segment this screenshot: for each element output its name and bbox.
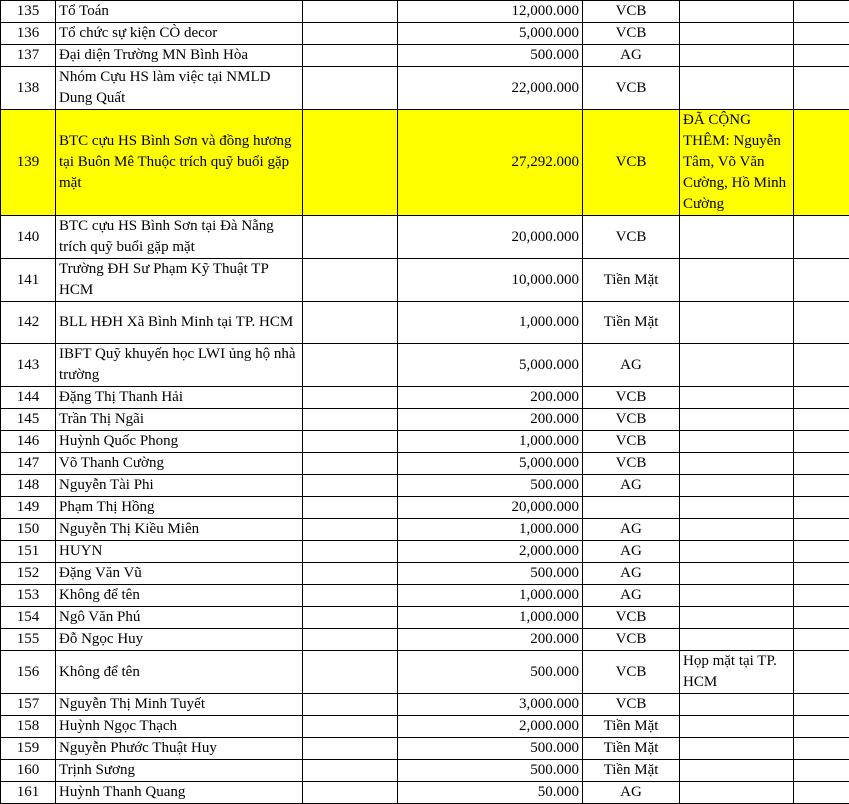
extra-cell [794,738,849,760]
empty-cell [303,541,398,563]
payment-method-cell: Tiền Mặt [583,738,680,760]
amount-cell: 50.000 [398,782,583,804]
amount-cell: 22,000.000 [398,67,583,110]
empty-cell [303,259,398,302]
payment-method-cell: AG [583,563,680,585]
donor-name-cell: Trường ĐH Sư Phạm Kỹ Thuật TP HCM [56,259,303,302]
row-number-cell: 142 [1,302,56,344]
row-number-cell: 149 [1,497,56,519]
row-number-cell: 148 [1,475,56,497]
table-row [1,302,849,344]
extra-cell [794,629,849,651]
empty-cell [303,629,398,651]
empty-cell [303,302,398,344]
empty-cell [303,716,398,738]
note-cell [680,519,794,541]
row-number-cell: 140 [1,216,56,259]
note-cell [680,694,794,716]
payment-method-cell: VCB [583,453,680,475]
amount-cell: 500.000 [398,651,583,694]
note-cell [680,1,794,23]
note-cell [680,302,794,344]
note-cell [680,629,794,651]
amount-cell: 12,000.000 [398,1,583,23]
amount-cell: 500.000 [398,738,583,760]
extra-cell [794,110,849,216]
table-row [1,453,849,475]
row-number-cell: 139 [1,110,56,216]
donor-name-cell: Nguyễn Tài Phi [56,475,303,497]
extra-cell [794,607,849,629]
note-cell: Họp mặt tại TP. HCM [680,651,794,694]
donor-name-cell: Tổ chức sự kiện CÒ decor [56,23,303,45]
note-cell [680,541,794,563]
extra-cell [794,1,849,23]
payment-method-cell: AG [583,45,680,67]
amount-cell: 500.000 [398,563,583,585]
empty-cell [303,760,398,782]
extra-cell [794,541,849,563]
row-number-cell: 136 [1,23,56,45]
table-row [1,1,849,23]
amount-cell: 1,000.000 [398,519,583,541]
extra-cell [794,651,849,694]
table-row [1,67,849,110]
note-cell [680,409,794,431]
payment-method-cell: AG [583,585,680,607]
donor-name-cell: Nguyễn Phước Thuật Huy [56,738,303,760]
row-number-cell: 158 [1,716,56,738]
note-cell [680,259,794,302]
payment-method-cell: VCB [583,387,680,409]
empty-cell [303,67,398,110]
empty-cell [303,475,398,497]
table-row [1,344,849,387]
donor-name-cell: Ngô Văn Phú [56,607,303,629]
note-cell [680,23,794,45]
amount-cell: 5,000.000 [398,453,583,475]
payment-method-cell: VCB [583,1,680,23]
empty-cell [303,1,398,23]
amount-cell: 1,000.000 [398,431,583,453]
row-number-cell: 138 [1,67,56,110]
extra-cell [794,23,849,45]
donor-name-cell: Nhóm Cựu HS làm việc tại NMLD Dung Quất [56,67,303,110]
note-cell [680,760,794,782]
table-row [1,497,849,519]
amount-cell: 200.000 [398,629,583,651]
table-row [1,259,849,302]
row-number-cell: 150 [1,519,56,541]
extra-cell [794,585,849,607]
table-row [1,23,849,45]
empty-cell [303,694,398,716]
payment-method-cell: AG [583,541,680,563]
table-row [1,431,849,453]
row-number-cell: 135 [1,1,56,23]
empty-cell [303,607,398,629]
extra-cell [794,344,849,387]
row-number-cell: 157 [1,694,56,716]
row-number-cell: 144 [1,387,56,409]
payment-method-cell: VCB [583,23,680,45]
payment-method-cell: Tiền Mặt [583,259,680,302]
amount-cell: 200.000 [398,409,583,431]
empty-cell [303,23,398,45]
table-row [1,694,849,716]
donor-name-cell: Nguyễn Thị Minh Tuyết [56,694,303,716]
extra-cell [794,409,849,431]
extra-cell [794,259,849,302]
extra-cell [794,716,849,738]
amount-cell: 200.000 [398,387,583,409]
donor-name-cell: Phạm Thị Hồng [56,497,303,519]
empty-cell [303,497,398,519]
table-row [1,651,849,694]
row-number-cell: 155 [1,629,56,651]
amount-cell: 20,000.000 [398,497,583,519]
empty-cell [303,782,398,804]
amount-cell: 10,000.000 [398,259,583,302]
table-row [1,216,849,259]
extra-cell [794,563,849,585]
table-row [1,738,849,760]
row-number-cell: 145 [1,409,56,431]
table-row [1,563,849,585]
payment-method-cell: VCB [583,694,680,716]
extra-cell [794,387,849,409]
amount-cell: 2,000.000 [398,716,583,738]
note-cell [680,607,794,629]
donor-name-cell: BTC cựu HS Bình Sơn và đồng hương tại Buôn Mê Thuộc trích quỹ buổi gặp mặt [56,110,303,216]
row-number-cell: 156 [1,651,56,694]
payment-method-cell: AG [583,344,680,387]
row-number-cell: 141 [1,259,56,302]
donor-name-cell: Đặng Văn Vũ [56,563,303,585]
amount-cell: 2,000.000 [398,541,583,563]
note-cell [680,45,794,67]
note-cell [680,585,794,607]
table-row [1,409,849,431]
note-cell [680,563,794,585]
note-cell [680,67,794,110]
donor-name-cell: Đỗ Ngọc Huy [56,629,303,651]
payment-method-cell: Tiền Mặt [583,302,680,344]
row-number-cell: 154 [1,607,56,629]
row-number-cell: 143 [1,344,56,387]
donor-name-cell: BTC cựu HS Bình Sơn tại Đà Nẵng trích quỹ buổi gặp mặt [56,216,303,259]
note-cell: ĐÃ CỘNG THÊM: Nguyễn Tâm, Võ Văn Cường, Hồ Minh Cường [680,110,794,216]
empty-cell [303,585,398,607]
empty-cell [303,453,398,475]
amount-cell: 27,292.000 [398,110,583,216]
table-row [1,716,849,738]
row-number-cell: 147 [1,453,56,475]
donor-name-cell: Đặng Thị Thanh Hải [56,387,303,409]
empty-cell [303,216,398,259]
note-cell [680,431,794,453]
extra-cell [794,497,849,519]
empty-cell [303,431,398,453]
table-row [1,607,849,629]
donor-name-cell: BLL HĐH Xã Bình Minh tại TP. HCM [56,302,303,344]
row-number-cell: 151 [1,541,56,563]
extra-cell [794,302,849,344]
payment-method-cell: VCB [583,607,680,629]
payment-method-cell: Tiền Mặt [583,716,680,738]
note-cell [680,738,794,760]
extra-cell [794,453,849,475]
payment-method-cell: AG [583,782,680,804]
payment-method-cell: VCB [583,409,680,431]
row-number-cell: 159 [1,738,56,760]
table-row [1,585,849,607]
note-cell [680,453,794,475]
amount-cell: 500.000 [398,475,583,497]
note-cell [680,497,794,519]
payment-method-cell: VCB [583,67,680,110]
empty-cell [303,563,398,585]
table-row [1,541,849,563]
table-row [1,475,849,497]
row-number-cell: 153 [1,585,56,607]
row-number-cell: 152 [1,563,56,585]
payment-method-cell: VCB [583,431,680,453]
donor-name-cell: Không để tên [56,651,303,694]
empty-cell [303,344,398,387]
amount-cell: 5,000.000 [398,344,583,387]
payment-method-cell: VCB [583,651,680,694]
table-row [1,519,849,541]
table-row [1,782,849,804]
amount-cell: 1,000.000 [398,607,583,629]
donor-name-cell: Trần Thị Ngãi [56,409,303,431]
table-row [1,387,849,409]
note-cell [680,387,794,409]
donor-name-cell: Đại diện Trường MN Bình Hòa [56,45,303,67]
donor-name-cell: HUYN [56,541,303,563]
row-number-cell: 137 [1,45,56,67]
donor-name-cell: Trịnh Sương [56,760,303,782]
payment-method-cell: VCB [583,629,680,651]
donor-name-cell: Huỳnh Thanh Quang [56,782,303,804]
payment-method-cell: AG [583,519,680,541]
extra-cell [794,760,849,782]
note-cell [680,344,794,387]
payment-method-cell [583,497,680,519]
extra-cell [794,694,849,716]
empty-cell [303,45,398,67]
empty-cell [303,409,398,431]
note-cell [680,475,794,497]
extra-cell [794,45,849,67]
note-cell [680,216,794,259]
amount-cell: 20,000.000 [398,216,583,259]
empty-cell [303,519,398,541]
amount-cell: 3,000.000 [398,694,583,716]
amount-cell: 1,000.000 [398,585,583,607]
note-cell [680,716,794,738]
table-row [1,629,849,651]
donor-name-cell: Võ Thanh Cường [56,453,303,475]
payment-method-cell: VCB [583,216,680,259]
amount-cell: 5,000.000 [398,23,583,45]
table-row [1,45,849,67]
extra-cell [794,782,849,804]
empty-cell [303,387,398,409]
amount-cell: 500.000 [398,45,583,67]
donor-name-cell: Tổ Toán [56,1,303,23]
extra-cell [794,519,849,541]
donor-name-cell: Huỳnh Quốc Phong [56,431,303,453]
row-number-cell: 161 [1,782,56,804]
extra-cell [794,67,849,110]
row-number-cell: 160 [1,760,56,782]
donor-name-cell: IBFT Quỹ khuyến học LWI ủng hộ nhà trường [56,344,303,387]
amount-cell: 500.000 [398,760,583,782]
row-number-cell: 146 [1,431,56,453]
donor-name-cell: Không để tên [56,585,303,607]
empty-cell [303,651,398,694]
extra-cell [794,475,849,497]
empty-cell [303,110,398,216]
amount-cell: 1,000.000 [398,302,583,344]
table-row [1,760,849,782]
payment-method-cell: Tiền Mặt [583,760,680,782]
note-cell [680,782,794,804]
extra-cell [794,431,849,453]
table-row [1,110,849,216]
donor-name-cell: Nguyễn Thị Kiều Miên [56,519,303,541]
donor-name-cell: Huỳnh Ngọc Thạch [56,716,303,738]
payment-method-cell: VCB [583,110,680,216]
empty-cell [303,738,398,760]
payment-method-cell: AG [583,475,680,497]
extra-cell [794,216,849,259]
